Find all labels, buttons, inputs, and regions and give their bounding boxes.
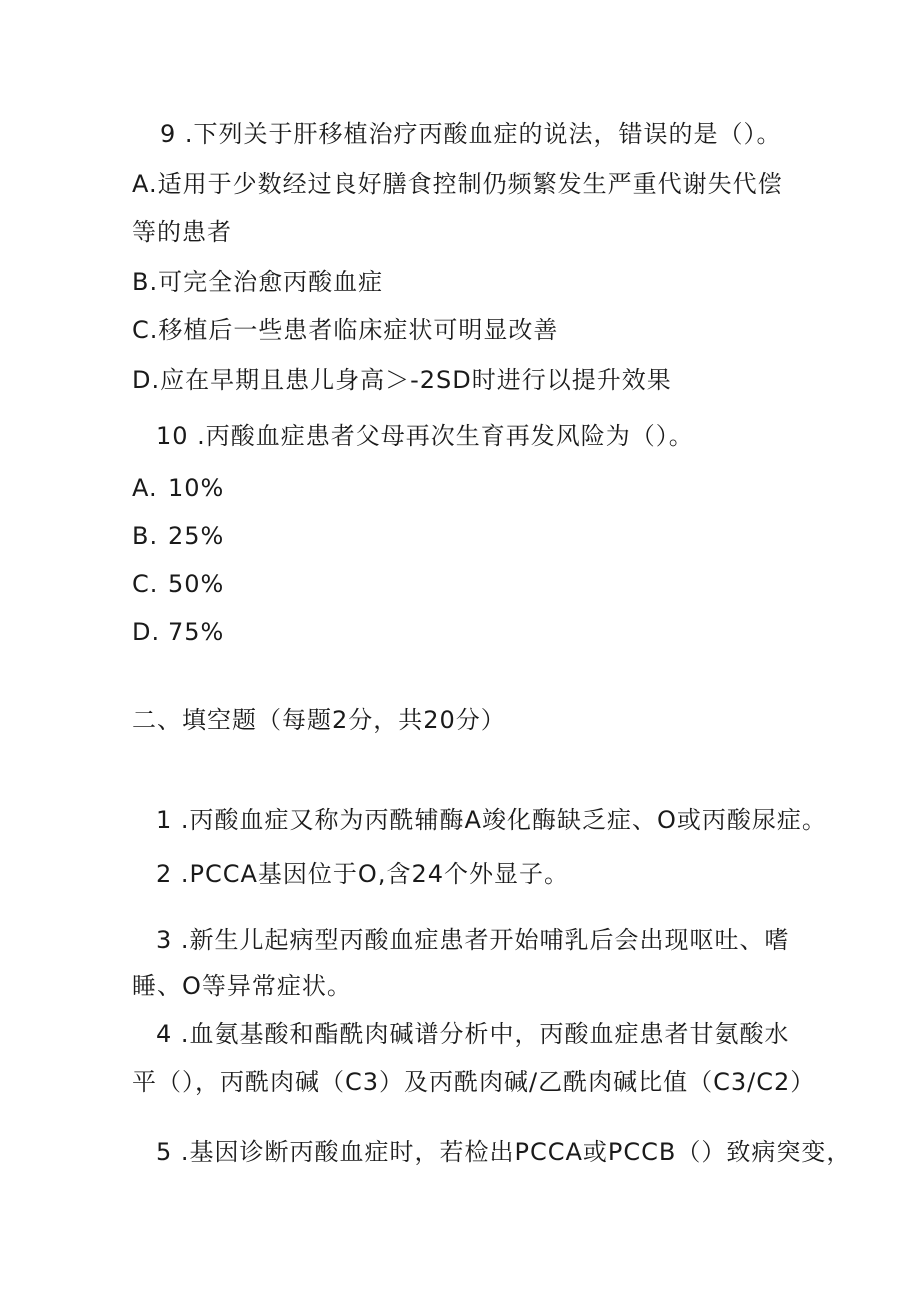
- fill-item-3-line2: 睡、O等异常症状。: [132, 972, 352, 1000]
- q9-option-d: D.应在早期且患儿身高＞-2SD时进行以提升效果: [132, 366, 672, 394]
- q9-option-a-line2: 等的患者: [132, 218, 232, 246]
- fill-item-3-line1: 3 .新生儿起病型丙酸血症患者开始哺乳后会出现呕吐、嗜: [156, 926, 790, 954]
- option-value: 50%: [168, 570, 225, 598]
- option-letter: B.: [132, 522, 159, 550]
- q9-option-b: B.可完全治愈丙酸血症: [132, 268, 384, 296]
- q9-option-c: C.移植后一些患者临床症状可明显改善: [132, 316, 559, 344]
- q10-option-c: [132, 568, 224, 600]
- q10-option-d: [132, 616, 224, 648]
- option-value: 10%: [168, 474, 225, 502]
- fill-item-1: 1 .丙酸血症又称为丙酰辅酶A竣化酶缺乏症、O或丙酸尿症。: [156, 806, 827, 834]
- fill-item-4-line1: 4 .血氨基酸和酯酰肉碱谱分析中，丙酸血症患者甘氨酸水: [156, 1020, 790, 1048]
- option-value: 25%: [168, 522, 225, 550]
- option-letter: D.: [132, 618, 161, 646]
- section-title: 二、填空题（每题2分，共20分）: [132, 706, 506, 734]
- option-letter: A.: [132, 474, 158, 502]
- q10-option-a: [132, 472, 224, 504]
- option-letter: C.: [132, 570, 159, 598]
- option-value: 75%: [168, 618, 225, 646]
- q10-stem: 10 .丙酸血症患者父母再次生育再发风险为（）。: [156, 422, 694, 450]
- fill-item-4-line2: 平（），丙酰肉碱（C3）及丙酰肉碱/乙酰肉碱比值（C3/C2）: [132, 1068, 816, 1096]
- q9-option-a-line1: A.适用于少数经过良好膳食控制仍频繁发生严重代谢失代偿: [132, 170, 783, 198]
- q10-option-b: [132, 520, 224, 552]
- q9-stem: 9 .下列关于肝移植治疗丙酸血症的说法，错误的是（）。: [160, 120, 782, 148]
- fill-item-5-line1: 5 .基因诊断丙酸血症时，若检出PCCA或PCCB（）致病突变，: [156, 1138, 852, 1166]
- fill-item-2: 2 .PCCA基因位于O,含24个外显子。: [156, 860, 569, 888]
